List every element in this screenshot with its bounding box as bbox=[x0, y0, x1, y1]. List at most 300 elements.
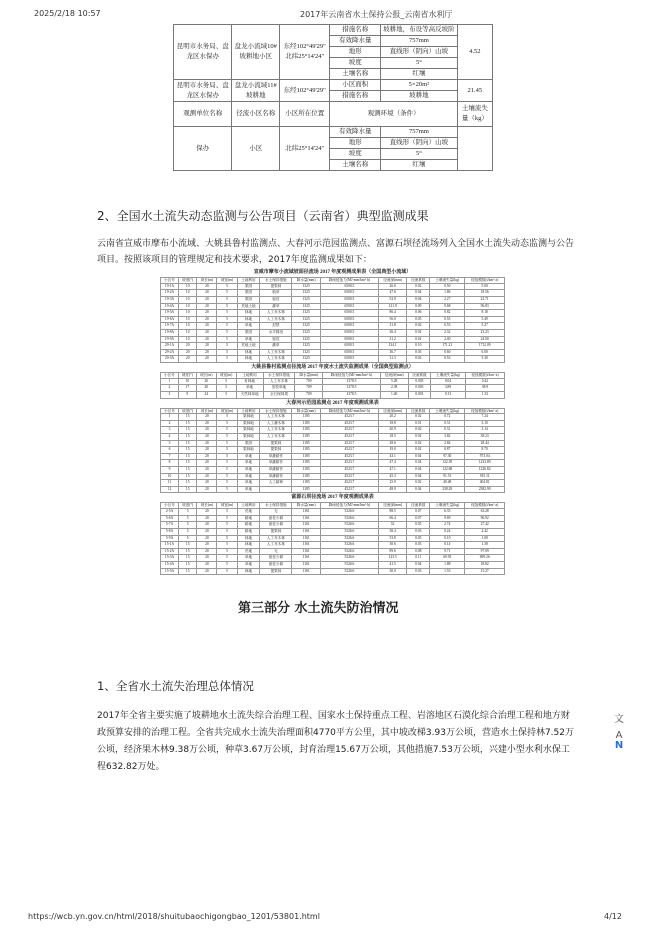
mini-cell: 0.02 bbox=[407, 283, 430, 290]
mini-table-row bbox=[161, 509, 505, 516]
mini-cell: 提果林 bbox=[260, 529, 292, 536]
print-url[interactable]: https://wcb.yn.gov.cn/html/2018/shuitubaochigongbao_1201/53801.html bbox=[28, 912, 320, 921]
mini-cell: 0.04 bbox=[407, 561, 430, 568]
mini-table-row bbox=[161, 310, 505, 317]
mini-cell: 4523.7 bbox=[320, 447, 378, 454]
mini-cell: 40.48 bbox=[430, 480, 465, 487]
mini-cell: 果林地 bbox=[237, 434, 260, 441]
mini-cell: 5 bbox=[217, 529, 237, 536]
mini-header-cell: 坡长(m) bbox=[197, 503, 217, 509]
mini-cell: 15 bbox=[179, 447, 197, 454]
mini-cell: 20 bbox=[197, 473, 217, 480]
mini-cell: 0.03 bbox=[407, 349, 430, 356]
mini-cell: 人工乔木林 bbox=[260, 316, 292, 323]
mini-header-cell: 径流深(mm) bbox=[378, 503, 406, 509]
mini-cell: 5 bbox=[179, 515, 197, 522]
mini-cell: 0.03 bbox=[407, 529, 430, 536]
table-row bbox=[174, 127, 493, 138]
mini-cell: 31.3 bbox=[378, 356, 406, 363]
mini-cell: 20 bbox=[197, 356, 217, 363]
mini-cell: 15 bbox=[179, 467, 197, 474]
mini-cell: 1185 bbox=[292, 480, 320, 487]
mini-cell: 1325 bbox=[292, 316, 320, 323]
mini-cell: 20 bbox=[179, 349, 197, 356]
mini-cell: 6.33 bbox=[430, 509, 465, 516]
mini-cell: 20 bbox=[197, 434, 217, 441]
mini-cell: 0.10 bbox=[407, 343, 430, 350]
section2-paragraph: 云南省宣威市摩布小流域、大姚县鲁村监测点、大春河示范园监测点、富源石坝径流场列入全国水土流失动态监测与公告项目。按照该项目的管理规定和技术要求，2017年度监测成果如下： bbox=[97, 239, 575, 265]
mini-table-row bbox=[161, 561, 505, 568]
mini-cell: 29-1A bbox=[161, 343, 179, 350]
mini-cell: 10 bbox=[179, 296, 197, 303]
mini-cell: 2 bbox=[161, 385, 179, 392]
mini-table bbox=[160, 502, 505, 575]
table-row bbox=[174, 80, 493, 91]
mini-cell: 提果林 bbox=[260, 440, 292, 447]
mini-cell: 12 bbox=[161, 486, 179, 493]
mini-cell: 8.70 bbox=[465, 447, 505, 454]
mini-cell: 5326.6 bbox=[320, 555, 378, 562]
mini-cell: 无 bbox=[260, 509, 292, 516]
mini-cell: 20 bbox=[197, 453, 217, 460]
mini-cell: 5.27 bbox=[465, 323, 505, 330]
mini-cell: 6500.5 bbox=[320, 303, 378, 310]
mini-cell: 915.11 bbox=[465, 473, 505, 480]
mini-cell: 5 bbox=[217, 323, 237, 330]
mini-cell: 果园 bbox=[237, 329, 260, 336]
mini-cell: 5.00 bbox=[465, 283, 505, 290]
mini-cell: 122.39 bbox=[430, 460, 465, 467]
mini-cell: 荒地土地 bbox=[237, 303, 260, 310]
mini-cell: 5 bbox=[217, 535, 237, 542]
mini-cell: 1.53 bbox=[430, 568, 465, 575]
mini-cell: 27.42 bbox=[465, 522, 505, 529]
mini-cell: 1185 bbox=[292, 460, 320, 467]
mini-cell: 19.0 bbox=[378, 447, 406, 454]
mini-cell: 提果林 bbox=[260, 283, 292, 290]
mini-cell: 0.05 bbox=[407, 535, 430, 542]
mini-cell: 6500.5 bbox=[320, 356, 378, 363]
mini-cell: 5 bbox=[217, 515, 237, 522]
mini-cell: 1.00 bbox=[465, 535, 505, 542]
env-value-cell: 5° bbox=[381, 149, 458, 160]
location-cell: 东经102°49'29" bbox=[280, 80, 330, 102]
mini-header-cell: 降水量(mm) bbox=[295, 372, 323, 378]
env-label-cell: 措施名称 bbox=[330, 25, 381, 36]
unit-cell: 昆明市水务局、盘龙区水保办 bbox=[174, 80, 232, 102]
mini-cell: 5 bbox=[179, 522, 197, 529]
mini-cell: 20 bbox=[197, 548, 217, 555]
mini-header-cell: 坡长(m) bbox=[196, 372, 216, 378]
mini-cell: 6 bbox=[161, 447, 179, 454]
mini-cell: 38.9 bbox=[465, 385, 504, 392]
mini-cell: 3 bbox=[161, 391, 179, 398]
mini-cell: 17 bbox=[178, 385, 196, 392]
mini-table-title: 大姚县鲁村监测点径流场 2017 年度水土流失监测成果（全国典型监测点） bbox=[251, 364, 414, 370]
mini-cell: 4523.7 bbox=[320, 434, 378, 441]
mini-cell: 6500.5 bbox=[320, 310, 378, 317]
mini-cell: 草灌耕作 bbox=[260, 467, 292, 474]
mini-cell: 5-9A bbox=[161, 535, 179, 542]
header-location: 小区所在位置 bbox=[280, 102, 330, 127]
mini-cell: 0.001 bbox=[408, 391, 430, 398]
mini-cell: 林地 bbox=[237, 349, 260, 356]
mini-cell: 0.08 bbox=[407, 548, 430, 555]
mini-table-header bbox=[161, 503, 505, 509]
mini-cell: 10 bbox=[179, 329, 197, 336]
mini-cell: 5-6A bbox=[161, 515, 179, 522]
mini-cell: 11 bbox=[161, 480, 179, 487]
mini-cell: 20 bbox=[197, 427, 217, 434]
mini-cell: 10 bbox=[179, 323, 197, 330]
mini-cell: 5 bbox=[217, 467, 237, 474]
mini-cell: 5 bbox=[217, 356, 237, 363]
mini-header-cell: 土地利用 bbox=[237, 503, 260, 509]
mini-table-row bbox=[161, 420, 505, 427]
mini-cell: 15 bbox=[179, 542, 197, 549]
mini-cell: 15 bbox=[179, 420, 197, 427]
mini-cell: 0.50 bbox=[430, 283, 465, 290]
mini-cell: 28.44 bbox=[465, 440, 505, 447]
mini-cell: 15-5A bbox=[161, 568, 179, 575]
mini-cell: 1185 bbox=[292, 414, 320, 421]
mini-cell: 草地 bbox=[237, 473, 260, 480]
mini-table-row bbox=[161, 329, 505, 336]
mini-cell: 1378.5 bbox=[323, 385, 380, 392]
mini-cell: 全石保林果 bbox=[263, 391, 295, 398]
mini-cell: 0.31 bbox=[430, 427, 465, 434]
mini-cell: 草地 bbox=[237, 467, 260, 474]
mini-cell: 1161 bbox=[292, 542, 320, 549]
mini-cell: 灌草 bbox=[260, 303, 292, 310]
mini-cell: 5326.6 bbox=[320, 529, 378, 536]
mini-cell: 0.09 bbox=[407, 303, 430, 310]
mini-cell: 19-8A bbox=[161, 329, 179, 336]
mini-cell: 973.04 bbox=[465, 453, 505, 460]
mini-cell: 5 bbox=[217, 336, 237, 343]
mini-table-row bbox=[161, 336, 505, 343]
mini-cell: 4523.7 bbox=[320, 453, 378, 460]
mini-cell: 0.60 bbox=[430, 349, 465, 356]
mini-cell: 171.21 bbox=[430, 343, 465, 350]
mini-cell: 43.1 bbox=[378, 453, 406, 460]
mini-cell: 6500.5 bbox=[320, 349, 378, 356]
mini-cell: 6500.5 bbox=[320, 336, 378, 343]
mini-cell: 人工乔木林 bbox=[260, 434, 292, 441]
mini-cell: 20 bbox=[197, 316, 217, 323]
mini-header-cell: 土壤流失量(kg) bbox=[430, 278, 465, 284]
mini-cell: 0.03 bbox=[407, 568, 430, 575]
mini-cell: 15-2A bbox=[161, 548, 179, 555]
mini-cell: 19-7A bbox=[161, 323, 179, 330]
location-cell: 北纬25°14'24" bbox=[280, 127, 330, 171]
mini-table-row bbox=[161, 343, 505, 350]
part3-paragraph: 2017年全省主要实施了坡耕地水土流失综合治理工程、国家水土保持重点工程、岩溶地区石漠化综合治理工程和地方财政预算安排的治理工程。全省共完成水土流失治理面积4770平方公里，其中坡改梯3.93万公顷，营造水土保持林7.52万公顷，经济果木林9.38万公顷，种草3.67万公顷，封育治理15.67万公顷，其他措施7.53万公顷，兴建小型水利水保工程632.82万处。 bbox=[97, 711, 574, 772]
mini-cell: 0.05 bbox=[407, 316, 430, 323]
mini-cell: 20 bbox=[197, 535, 217, 542]
mini-header-cell: 降雨侵蚀力(MJ·mm/hm²·h) bbox=[323, 372, 380, 378]
mini-cell: 0.01 bbox=[407, 420, 430, 427]
runoff-table bbox=[173, 24, 493, 171]
mini-cell: 果园 bbox=[237, 296, 260, 303]
mini-cell: 66.4 bbox=[378, 515, 406, 522]
mini-cell: 果林地 bbox=[237, 447, 260, 454]
mini-table-row bbox=[161, 316, 505, 323]
mini-cell: 5 bbox=[179, 529, 197, 536]
mini-cell: 20 bbox=[197, 303, 217, 310]
mini-cell: 2.38 bbox=[380, 385, 408, 392]
mini-cell: 草地 bbox=[237, 323, 260, 330]
mini-cell: 0.11 bbox=[407, 555, 430, 562]
part3-title: 第三部分 水土流失防治情况 bbox=[238, 601, 399, 616]
mini-cell: 果园 bbox=[237, 440, 260, 447]
plot-name-cell: 小区 bbox=[232, 127, 280, 171]
mini-cell: 91.51 bbox=[430, 473, 465, 480]
mini-cell: 0.72 bbox=[430, 414, 465, 421]
mini-cell: 4523.7 bbox=[320, 460, 378, 467]
mini-cell: 7.24 bbox=[465, 414, 505, 421]
mini-cell: 18.5 bbox=[378, 434, 406, 441]
mini-cell: 18.82 bbox=[465, 561, 505, 568]
mini-cell: 林地 bbox=[237, 356, 260, 363]
mini-cell: 提果林 bbox=[260, 568, 292, 575]
mini-cell: 5-7A bbox=[161, 522, 179, 529]
mini-header-cell: 降雨侵蚀力(MJ·mm/hm²·h) bbox=[320, 503, 378, 509]
mini-cell: 草灌耕作 bbox=[260, 460, 292, 467]
mini-cell: 5 bbox=[217, 420, 237, 427]
mini-cell: 5 bbox=[179, 535, 197, 542]
mini-cell: 709 bbox=[295, 378, 323, 385]
mini-cell: 134.1 bbox=[378, 343, 406, 350]
mini-cell: 1161 bbox=[292, 529, 320, 536]
mini-cell: 1161 bbox=[292, 568, 320, 575]
mini-cell: 15 bbox=[179, 486, 197, 493]
mini-cell: 植草 bbox=[260, 290, 292, 297]
mini-cell: 5 bbox=[217, 460, 237, 467]
mini-cell: 96.92 bbox=[465, 515, 505, 522]
mini-cell: 封禁 bbox=[260, 323, 292, 330]
mini-cell: 1325 bbox=[292, 343, 320, 350]
mini-cell: 1226.82 bbox=[465, 467, 505, 474]
mini-cell: 3.82 bbox=[430, 434, 465, 441]
mini-header-cell: 降雨侵蚀力(MJ·mm/hm²·h) bbox=[320, 408, 378, 414]
mini-cell: 10 bbox=[179, 310, 197, 317]
mini-cell: 20 bbox=[197, 290, 217, 297]
mini-cell: 人工乔木林 bbox=[260, 310, 292, 317]
mini-table-row bbox=[161, 473, 505, 480]
mini-cell: 草地 bbox=[236, 385, 263, 392]
mini-table-row bbox=[161, 323, 505, 330]
mini-cell bbox=[260, 486, 292, 493]
mini-cell: 1161 bbox=[292, 548, 320, 555]
mini-cell: 97.30 bbox=[430, 453, 465, 460]
mini-cell: 0.82 bbox=[430, 310, 465, 317]
mini-table bbox=[160, 408, 505, 494]
mini-cell: 699.26 bbox=[465, 555, 505, 562]
mini-header-cell: 降水量(mm) bbox=[292, 503, 320, 509]
mini-cell: 提果林 bbox=[260, 447, 292, 454]
mini-cell: 5326.6 bbox=[320, 509, 378, 516]
env-value-cell: 757mm bbox=[381, 127, 458, 138]
mini-cell: 果园 bbox=[237, 290, 260, 297]
mini-cell: 留茬少耕 bbox=[260, 555, 292, 562]
mini-header-cell: 侵蚀模数(t/km²·a) bbox=[465, 372, 504, 378]
mini-cell: 0.003 bbox=[408, 378, 430, 385]
mini-table-row bbox=[161, 290, 505, 297]
mini-cell: 1 bbox=[161, 414, 179, 421]
mini-cell: 20 bbox=[197, 555, 217, 562]
mini-cell: 1185 bbox=[292, 440, 320, 447]
env-value-cell: 直线形（阴向）山坡 bbox=[381, 138, 458, 149]
unit-cell: 昆明市水务局、盘龙区水保办 bbox=[174, 25, 232, 80]
mini-cell: 7 bbox=[161, 453, 179, 460]
mini-table-row bbox=[161, 414, 505, 421]
mini-cell: 0.04 bbox=[407, 290, 430, 297]
mini-cell: 留茬少耕 bbox=[260, 522, 292, 529]
mini-cell: 20 bbox=[197, 440, 217, 447]
mini-cell: 53.8 bbox=[378, 535, 406, 542]
mini-cell: 19-4A bbox=[161, 303, 179, 310]
mini-cell: 人工灌木林 bbox=[260, 420, 292, 427]
mini-cell: 5326.6 bbox=[320, 561, 378, 568]
mini-cell: 0.02 bbox=[407, 427, 430, 434]
mini-cell: 草地 bbox=[237, 555, 260, 562]
mini-cell: 20 bbox=[197, 283, 217, 290]
mini-header-cell: 侵蚀模数(t/km²·a) bbox=[465, 503, 505, 509]
mini-cell: 0.04 bbox=[407, 486, 430, 493]
mini-table-row bbox=[161, 548, 505, 555]
mini-header-cell: 坡宽(m) bbox=[217, 503, 237, 509]
mini-cell: 36.4 bbox=[378, 329, 406, 336]
mini-cell: 6500.5 bbox=[320, 323, 378, 330]
mini-header-cell: 降水量(mm) bbox=[292, 408, 320, 414]
mini-cell: 耕地 bbox=[237, 529, 260, 536]
translate-icon[interactable]: 文A bbox=[614, 714, 624, 741]
mini-cell: 无 bbox=[260, 548, 292, 555]
mini-cell: 20 bbox=[196, 385, 216, 392]
env-value-cell: 红壤 bbox=[381, 160, 458, 171]
mini-cell: 4 bbox=[161, 434, 179, 441]
mini-cell: 0.04 bbox=[407, 467, 430, 474]
mini-cell: 林地 bbox=[237, 568, 260, 575]
mini-cell: 19-1A bbox=[161, 283, 179, 290]
mini-cell: 2.32 bbox=[430, 329, 465, 336]
mini-table-row bbox=[161, 522, 505, 529]
print-timestamp: 2025/2/18 10:57 bbox=[34, 9, 101, 18]
env-label-cell: 土壤名称 bbox=[330, 160, 381, 171]
mini-cell: 20 bbox=[197, 486, 217, 493]
mini-cell: 123.5 bbox=[378, 555, 406, 562]
mini-cell: 20 bbox=[197, 542, 217, 549]
ai-assistant-icon[interactable]: N bbox=[614, 740, 624, 751]
env-label-cell: 坡度 bbox=[330, 58, 381, 69]
mini-cell: 47.1 bbox=[378, 467, 406, 474]
mini-header-cell: 水土保持措施 bbox=[260, 408, 292, 414]
mini-header-cell: 侵蚀模数(t/km²·a) bbox=[465, 278, 505, 284]
mini-cell: 5326.6 bbox=[320, 548, 378, 555]
mini-cell: 人工乔木林 bbox=[260, 414, 292, 421]
mini-cell: 9 bbox=[178, 391, 196, 398]
mini-cell: 6500.5 bbox=[320, 296, 378, 303]
mini-header-cell: 径流系数 bbox=[407, 503, 430, 509]
mini-table-row bbox=[161, 447, 505, 454]
mini-cell: 709 bbox=[295, 385, 323, 392]
mini-cell: 6500.5 bbox=[320, 283, 378, 290]
mini-cell: 1325 bbox=[292, 283, 320, 290]
mini-cell: 36.7 bbox=[378, 349, 406, 356]
mini-cell: 47.4 bbox=[378, 460, 406, 467]
mini-header-cell: 降雨侵蚀力(MJ·mm/hm²·h) bbox=[320, 278, 378, 284]
mini-cell: 22.71 bbox=[465, 296, 505, 303]
mini-cell: 709 bbox=[295, 391, 323, 398]
mini-cell: 10 bbox=[179, 283, 197, 290]
mini-cell: 2-5A bbox=[161, 509, 179, 516]
mini-cell: 人工乔木林 bbox=[260, 542, 292, 549]
part3-subheading: 1、全省水土流失治理总体情况 bbox=[97, 679, 254, 693]
mini-header-cell: 土壤流失量(kg) bbox=[430, 408, 465, 414]
mini-cell: 2.42 bbox=[465, 529, 505, 536]
mini-cell: 1325 bbox=[292, 329, 320, 336]
mini-cell: 20 bbox=[179, 356, 197, 363]
mini-cell: 24.00 bbox=[465, 336, 505, 343]
mini-cell: 人工乔木林 bbox=[260, 349, 292, 356]
mini-cell: 6500.5 bbox=[320, 343, 378, 350]
mini-table-row bbox=[161, 296, 505, 303]
mini-cell: 4523.7 bbox=[320, 420, 378, 427]
mini-table-row bbox=[161, 378, 505, 385]
mini-cell: 1185 bbox=[292, 467, 320, 474]
mini-cell: 2.84 bbox=[430, 440, 465, 447]
mini-cell: 15 bbox=[179, 561, 197, 568]
mini-cell: 30.6 bbox=[378, 542, 406, 549]
mini-cell: 1325 bbox=[292, 303, 320, 310]
mini-cell: 25.9 bbox=[378, 480, 406, 487]
mini-cell: 5326.6 bbox=[320, 542, 378, 549]
mini-table-row bbox=[161, 356, 505, 363]
mini-cell: 0.02 bbox=[407, 434, 430, 441]
mini-cell: 3.14 bbox=[465, 427, 505, 434]
mini-cell: 5 bbox=[217, 349, 237, 356]
mini-header-cell: 土地利用 bbox=[236, 372, 263, 378]
mini-cell: 果林地 bbox=[237, 427, 260, 434]
mini-cell: 20 bbox=[197, 296, 217, 303]
mini-cell: 5 bbox=[217, 329, 237, 336]
mini-cell: 238.29 bbox=[430, 486, 465, 493]
env-value-cell: 坡耕地，布设等高反坡阶 bbox=[381, 25, 458, 36]
env-label-cell: 有效降水量 bbox=[330, 36, 381, 47]
mini-cell: 15 bbox=[179, 480, 197, 487]
mini-cell: 5 bbox=[217, 303, 237, 310]
mini-table-row bbox=[161, 529, 505, 536]
print-page-title: 2017年云南省水土保持公报_云南省水利厅 bbox=[300, 10, 453, 19]
mini-cell: 人工乔木林 bbox=[260, 535, 292, 542]
mini-cell: 48.9 bbox=[378, 486, 406, 493]
mini-cell: 20 bbox=[179, 343, 197, 350]
mini-cell: 15 bbox=[179, 460, 197, 467]
mini-cell: 20 bbox=[197, 522, 217, 529]
mini-header-cell: 坡长(m) bbox=[197, 278, 217, 284]
mini-cell: 林地 bbox=[237, 535, 260, 542]
mini-header-cell: 径流深(mm) bbox=[378, 278, 406, 284]
mini-cell: 18.8 bbox=[378, 420, 406, 427]
env-value-cell: 坡耕地 bbox=[381, 91, 458, 102]
mini-cell: 0.02 bbox=[407, 329, 430, 336]
mini-header-cell: 坡宽(m) bbox=[217, 278, 237, 284]
mini-cell: 1378.5 bbox=[323, 391, 380, 398]
mini-cell: 耕地 bbox=[237, 522, 260, 529]
mini-cell: 15 bbox=[179, 434, 197, 441]
mini-cell: 20 bbox=[197, 420, 217, 427]
